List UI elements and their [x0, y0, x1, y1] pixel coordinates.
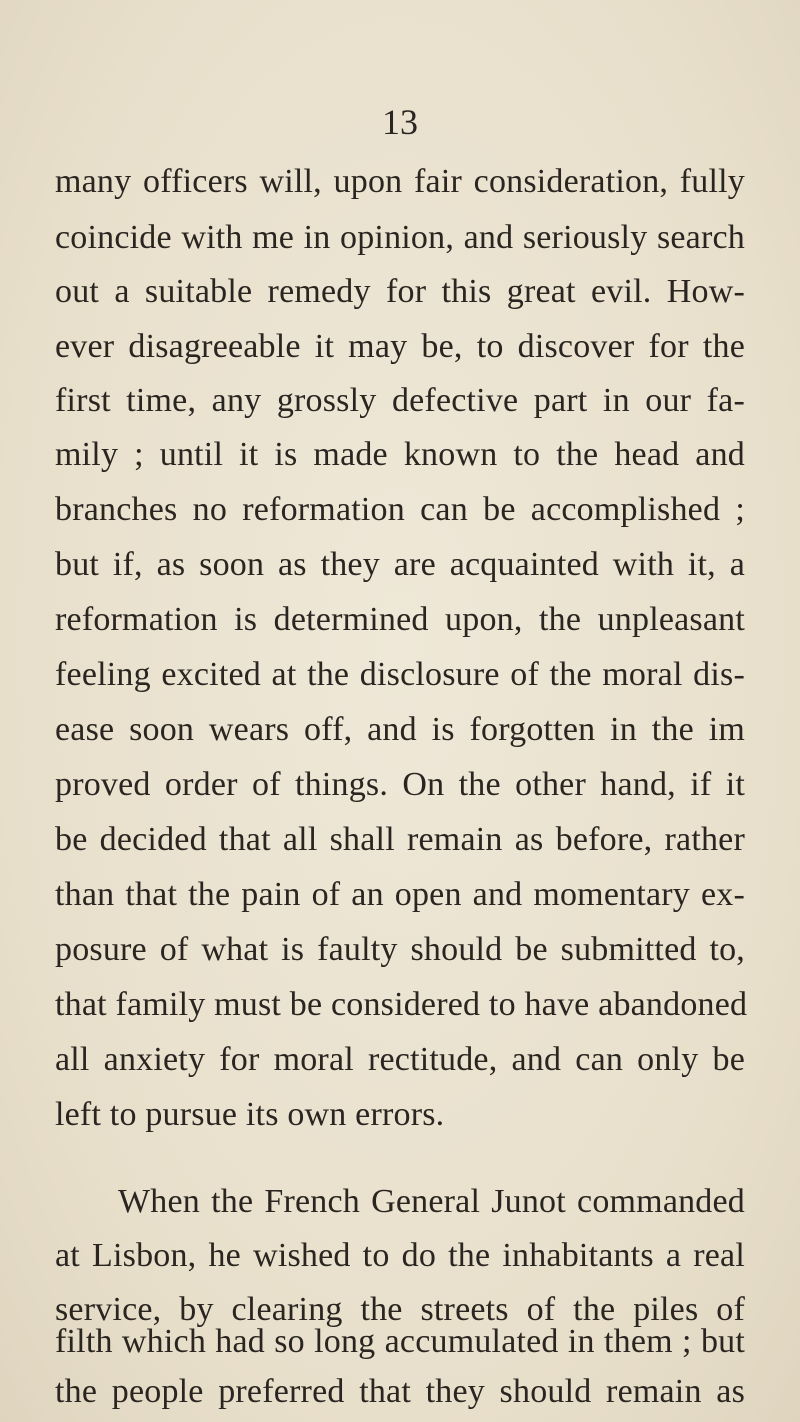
text-line: coincide with me in opinion, and seriously search: [55, 219, 745, 256]
text-line: proved order of things. On the other hand, if it: [55, 766, 745, 803]
text-line: service, by clearing the streets of the piles of: [55, 1291, 745, 1328]
text-line: ever disagreeable it may be, to discover for the: [55, 328, 745, 365]
text-line: feeling excited at the disclosure of the moral dis-: [55, 656, 745, 693]
text-line: the people preferred that they should remain as: [55, 1373, 745, 1410]
text-line: mily ; until it is made known to the head and: [55, 436, 745, 473]
text-line: at Lisbon, he wished to do the inhabitants a real: [55, 1237, 745, 1274]
text-line: that family must be considered to have abandoned: [55, 986, 748, 1023]
text-line: When the French General Junot commanded: [118, 1183, 745, 1220]
text-line: many officers will, upon fair consideration, fully: [55, 163, 745, 200]
text-line: but if, as soon as they are acquainted with it, a: [55, 546, 745, 583]
text-line: branches no reformation can be accomplished ;: [55, 491, 745, 528]
text-line: reformation is determined upon, the unpleasant: [55, 601, 745, 638]
text-line: be decided that all shall remain as before, rather: [55, 821, 745, 858]
text-line: posure of what is faulty should be submitted to,: [55, 931, 745, 968]
text-line: out a suitable remedy for this great evil. How-: [55, 273, 745, 310]
text-line: filth which had so long accumulated in them ; but: [55, 1323, 745, 1360]
text-line: all anxiety for moral rectitude, and can only be: [55, 1041, 745, 1078]
text-line: than that the pain of an open and momentary ex-: [55, 876, 745, 913]
text-line: ease soon wears off, and is forgotten in the im: [55, 711, 745, 748]
text-line: first time, any grossly defective part in our fa-: [55, 382, 745, 419]
page-number: 13: [382, 102, 418, 142]
text-line: left to pursue its own errors.: [55, 1096, 445, 1133]
